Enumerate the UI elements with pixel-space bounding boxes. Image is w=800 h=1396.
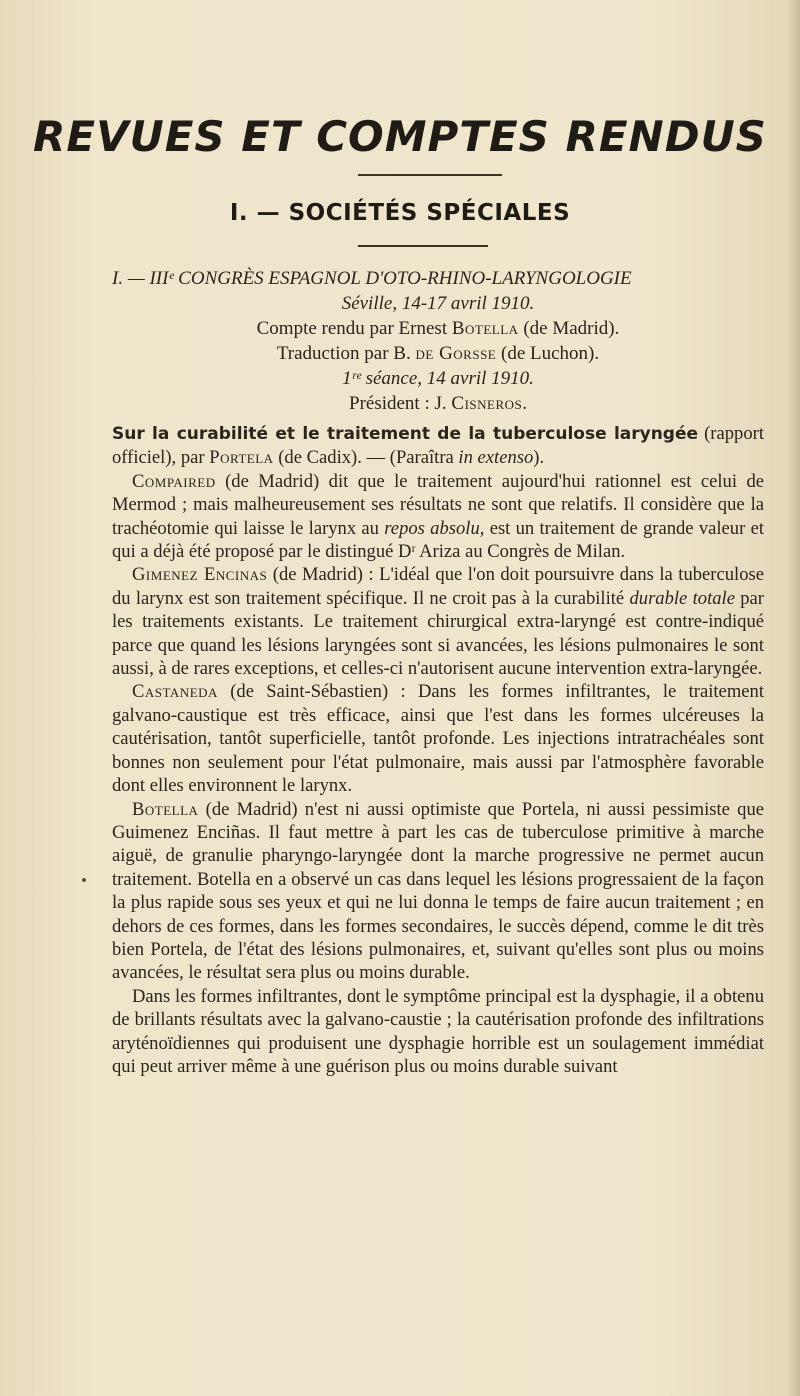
translator-name: Gorsse xyxy=(433,343,497,364)
report-heading: Sur la curabilité et le traitement de la tuberculose laryngée (rapport officiel), par Portela (de Cadix). — (Paraîtra in extenso). xyxy=(112,423,764,469)
paragraph-botella: Botella (de Madrid) n'est ni aussi optimiste que Portela, ni aussi pessimiste que Guimenez Enciñas. Il faut mettre à part les cas de tuberculose primitive à marche aiguë, de granulie pharyngo-laryngée dont la marche progressive ne permet aucun traitement. Botella en a observé un cas dans lequel les lésions progressaient de la façon la plus rapide sous ses yeux et qui ne lui donna le temps de faire aucun traitement ; en dehors de ces formes, dans les formes secondaires, le succès dépend, comme le dit très bien Portela, de l'état des lésions pulmonaires, et, suivant qu'elles sont plus ou moins avancées, le résultat sera plus ou moins durable. xyxy=(112,798,764,984)
session-date: 1ʳᵉ séance, 14 avril 1910. xyxy=(342,368,534,389)
speaker-name: Botella xyxy=(132,798,199,820)
congress-title: I. — IIIᵉ CONGRÈS ESPAGNOL D'OTO-RHINO-LARYNGOLOGIE xyxy=(112,268,632,289)
session-president: Président : J. Cisneros. xyxy=(349,393,527,414)
report-body xyxy=(112,422,764,1078)
ink-speck xyxy=(82,878,86,882)
congress-header xyxy=(112,266,764,416)
title-rule xyxy=(358,174,502,176)
paragraph-compaired: Compaired (de Madrid) dit que le traitement aujourd'hui rationnel est celui de Mermod ; mais malheureusement ses résultats ne sont que relatifs. Il considère que la trachéotomie qui laisse le larynx au repos absolu, est un traitement de grande valeur et qui a déjà été proposé par le distingué Dʳ Ariza au Congrès de Milan. xyxy=(112,470,764,563)
congress-place-date: Séville, 14-17 avril 1910. xyxy=(341,293,535,314)
paragraph-gimenez: Gimenez Encinas (de Madrid) : L'idéal que l'on doit poursuivre dans la tuberculose du larynx est son traitement spécifique. Il ne croit pas à la curabilité durable totale par les traitements existants. Le traitement chirurgical extra-laryngé est contre-indiqué parce que quand les lésions laryngées sont si avancées, les lésions pulmonaires le sont aussi, à de rares exceptions, et celles-ci n'autorisent aucune intervention extra-laryngée. xyxy=(112,564,764,680)
paragraph-castaneda: Castaneda (de Saint-Sébastien) : Dans les formes infiltrantes, le traitement galvano-caustique est très efficace, ainsi que l'est dans les formes ulcéreuses la cautérisation, tantôt superficielle, tantôt profonde. Les injections intratrachéales sont bonnes non seulement pour l'état pulmonaire, mais aussi par l'atmosphère favorable dont elles environnent le larynx. xyxy=(112,681,764,797)
report-author-name: Portela xyxy=(209,447,274,469)
section-rule xyxy=(358,245,488,247)
speaker-name: Compaired xyxy=(132,470,216,492)
paragraph-infiltrantes: Dans les formes infiltrantes, dont le symptôme principal est la dysphagie, il a obtenu de brillants résultats avec la galvano-caustie ; la cautérisation profonde des infiltrations aryténoïdiennes qui produisent une dysphagie horrible est un soulagement immédiat qui peut arriver même à une guérison plus ou moins durable suivant xyxy=(112,985,764,1077)
main-title: REVUES ET COMPTES RENDUS xyxy=(33,112,767,161)
speaker-name: Gimenez Encinas xyxy=(132,564,268,586)
report-title: Sur la curabilité et le traitement de la tuberculose laryngée xyxy=(112,424,699,444)
report-author: Botella xyxy=(451,318,519,339)
president-name: Cisneros xyxy=(451,393,523,414)
report-credit: Compte rendu par Ernest Botella (de Madrid). xyxy=(256,318,620,339)
speaker-name: Castaneda xyxy=(132,681,218,703)
section-title: I. — SOCIÉTÉS SPÉCIALES xyxy=(229,200,571,226)
translation-credit: Traduction par B. de Gorsse (de Luchon). xyxy=(276,343,600,364)
